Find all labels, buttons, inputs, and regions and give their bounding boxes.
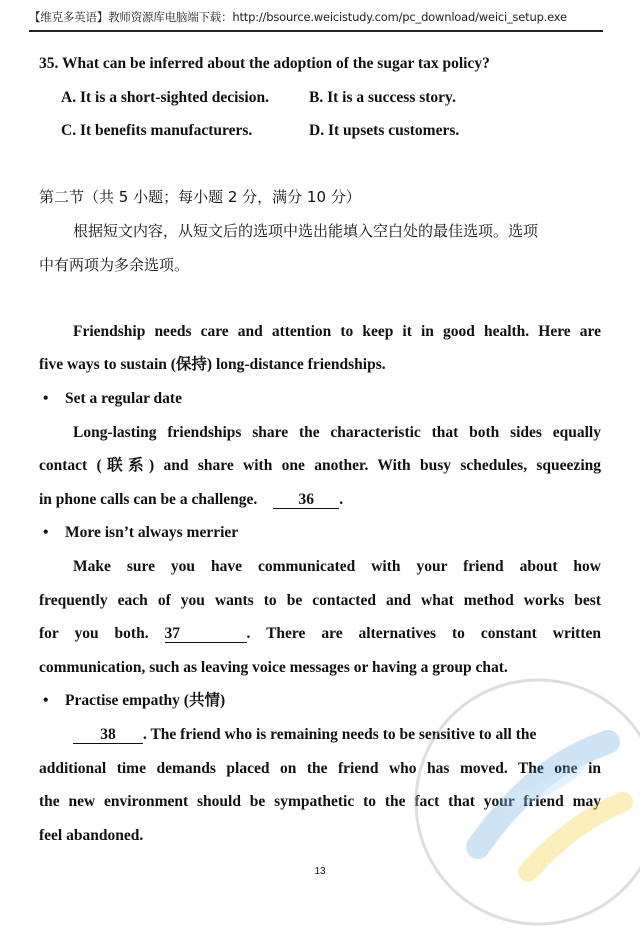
bullet-icon: • (43, 390, 49, 407)
blank-36: 36 (273, 491, 339, 509)
paragraph-3-text: . The friend who is remaining needs to be sensitive to all the (143, 726, 537, 743)
paragraph-3-line-3: the new environment should be sympathetic to the fact that your friend may (39, 793, 601, 810)
subheading-practise-empathy: Practise empathy (共情) (65, 692, 226, 709)
section-title: 第二节（共 5 小题；每小题 2 分，满分 10 分） (39, 188, 361, 206)
bullet-icon: • (43, 524, 49, 541)
header-divider (29, 30, 603, 32)
subheading-more-isnt-merrier: More isn’t always merrier (65, 524, 239, 541)
page-header: 【维克多英语】教师资源库电脑端下载：http://bsource.weicistudy.com/pc_download/weici_setup.exe (29, 10, 567, 24)
paragraph-2-line-2: frequently each of you wants to be contacted and what method works best (39, 592, 601, 609)
paragraph-2-line-3 (39, 624, 601, 644)
page-number: 13 (314, 866, 326, 877)
paragraph-3-line-2: additional time demands placed on the friend who has moved. The one in (39, 760, 601, 777)
blank-37: 37 (165, 625, 247, 643)
question-35-stem: 35. What can be inferred about the adoption of the sugar tax policy? (39, 55, 490, 72)
instruction-line-2: 中有两项为多余选项。 (39, 256, 190, 274)
paragraph-1-line-3 (39, 490, 343, 510)
blank-36-period: . (339, 491, 344, 508)
paragraph-1-line-1: Long-lasting friendships share the characteristic that both sides equally (73, 424, 601, 441)
paragraph-1-text: in phone calls can be a challenge. (39, 491, 258, 508)
question-35-option-d: D. It upsets customers. (309, 122, 460, 139)
question-35-option-b: B. It is a success story. (309, 89, 456, 106)
paragraph-2-text-post: . There are alternatives to constant written (246, 625, 601, 642)
passage-intro-line-2: five ways to sustain (保持) long-distance friendships. (39, 356, 386, 373)
blank-38: 38 (73, 726, 143, 744)
watermark-logo-icon (408, 672, 640, 932)
question-35-option-c: C. It benefits manufacturers. (61, 122, 253, 139)
paragraph-2-line-1: Make sure you have communicated with your friend about how (73, 558, 601, 575)
paragraph-3-line-4: feel abandoned. (39, 827, 144, 844)
instruction-line-1: 根据短文内容，从短文后的选项中选出能填入空白处的最佳选项。选项 (73, 222, 539, 240)
bullet-icon: • (43, 692, 49, 709)
question-35-option-a: A. It is a short-sighted decision. (61, 89, 269, 106)
paragraph-2-line-4: communication, such as leaving voice messages or having a group chat. (39, 659, 508, 676)
paragraph-2-text-pre: for you both. (39, 625, 149, 642)
paragraph-1-line-2: contact (联系) and share with one another. With busy schedules, squeezing (39, 457, 601, 474)
subheading-set-regular-date: Set a regular date (65, 390, 182, 407)
passage-intro-line-1: Friendship needs care and attention to keep it in good health. Here are (73, 323, 601, 340)
